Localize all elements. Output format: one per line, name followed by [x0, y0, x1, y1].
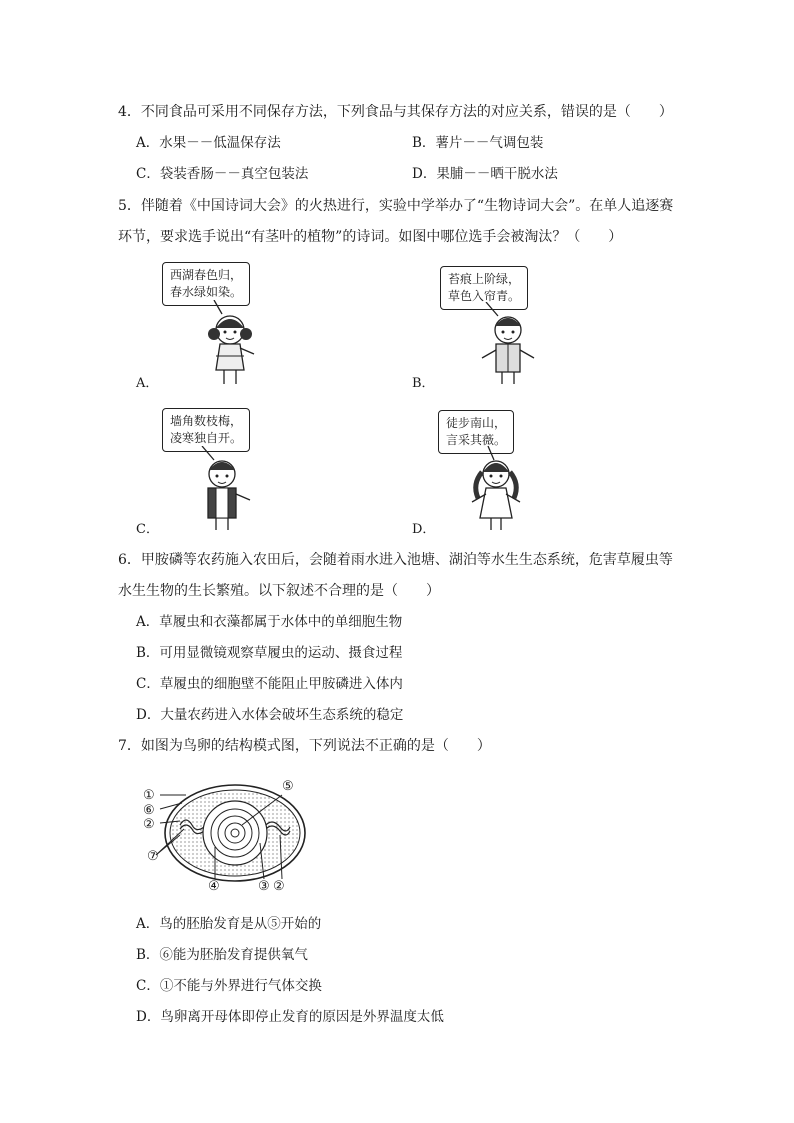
egg-label-5: ⑤	[282, 779, 294, 794]
poem-a-line1: 西湖春色归，	[170, 268, 243, 282]
egg-label-3: ③	[258, 879, 270, 894]
q5-stem-line2: 环节，要求选手说出“有茎叶的植物”的诗词。如图中哪位选手会被淘汰？（ ）	[118, 229, 623, 245]
q7-option-b: B．⑥能为胚胎发育提供氧气	[136, 947, 308, 963]
poem-d-line1: 徒步南山，	[446, 416, 507, 430]
girl-figure-icon	[458, 446, 538, 532]
q6-option-d: D．大量农药进入水体会破坏生态系统的稳定	[136, 707, 404, 723]
choice-label-b: B．	[412, 376, 435, 391]
q7-stem: 7．如图为鸟卵的结构模式图，下列说法不正确的是（ ）	[118, 738, 491, 754]
choice-label-d: D．	[412, 522, 436, 537]
q7-option-a: A．鸟的胚胎发育是从⑤开始的	[136, 916, 322, 932]
q4-option-a: A．水果－－低温保存法	[136, 135, 281, 151]
girl-figure-icon	[190, 300, 270, 386]
poem-a-line2: 春水绿如染。	[170, 285, 243, 299]
egg-label-2-right: ②	[273, 879, 285, 894]
q6-stem-line2: 水生生物的生长繁殖。以下叙述不合理的是（ ）	[118, 583, 440, 599]
boy-figure-icon	[472, 302, 552, 386]
q7-option-d: D．鸟卵离开母体即停止发育的原因是外界温度太低	[136, 1009, 444, 1025]
q6-stem-line1: 6．甲胺磷等农药施入农田后，会随着雨水进入池塘、湖泊等水生生态系统，危害草履虫等	[118, 552, 673, 568]
boy-figure-icon	[186, 446, 266, 532]
q6-option-a: A．草履虫和衣藻都属于水体中的单细胞生物	[136, 614, 403, 630]
q7-option-c: C．①不能与外界进行气体交换	[136, 978, 322, 994]
poem-c-line2: 凌寒独自开。	[170, 431, 243, 445]
q5-stem-line1: 5．伴随着《中国诗词大会》的火热进行，实验中学举办了“生物诗词大会”。在单人追逐赛	[118, 198, 674, 214]
poem-d-line2: 言采其薇。	[446, 433, 507, 447]
q4-option-b: B．薯片－－气调包装	[412, 135, 544, 151]
poem-b-line2: 草色入帘青。	[448, 289, 521, 303]
egg-label-2-left: ②	[143, 817, 155, 832]
choice-label-c: C．	[136, 522, 159, 537]
egg-label-4: ④	[208, 879, 220, 894]
q4-stem: 4．不同食品可采用不同保存方法，下列食品与其保存方法的对应关系，错误的是（ ）	[118, 104, 673, 120]
q4-option-c: C．袋装香肠－－真空包装法	[136, 166, 309, 182]
q4-option-d: D．果脯－－晒干脱水法	[412, 166, 558, 182]
q6-option-c: C．草履虫的细胞壁不能阻止甲胺磷进入体内	[136, 676, 403, 692]
egg-label-1: ①	[143, 788, 155, 803]
egg-label-6: ⑥	[143, 803, 155, 818]
q6-option-b: B．可用显微镜观察草履虫的运动、摄食过程	[136, 645, 403, 661]
choice-label-a: A．	[136, 376, 159, 391]
egg-label-7: ⑦	[147, 849, 159, 864]
poem-c-line1: 墙角数枝梅，	[170, 414, 243, 428]
poem-b-line1: 苔痕上阶绿，	[448, 272, 521, 286]
